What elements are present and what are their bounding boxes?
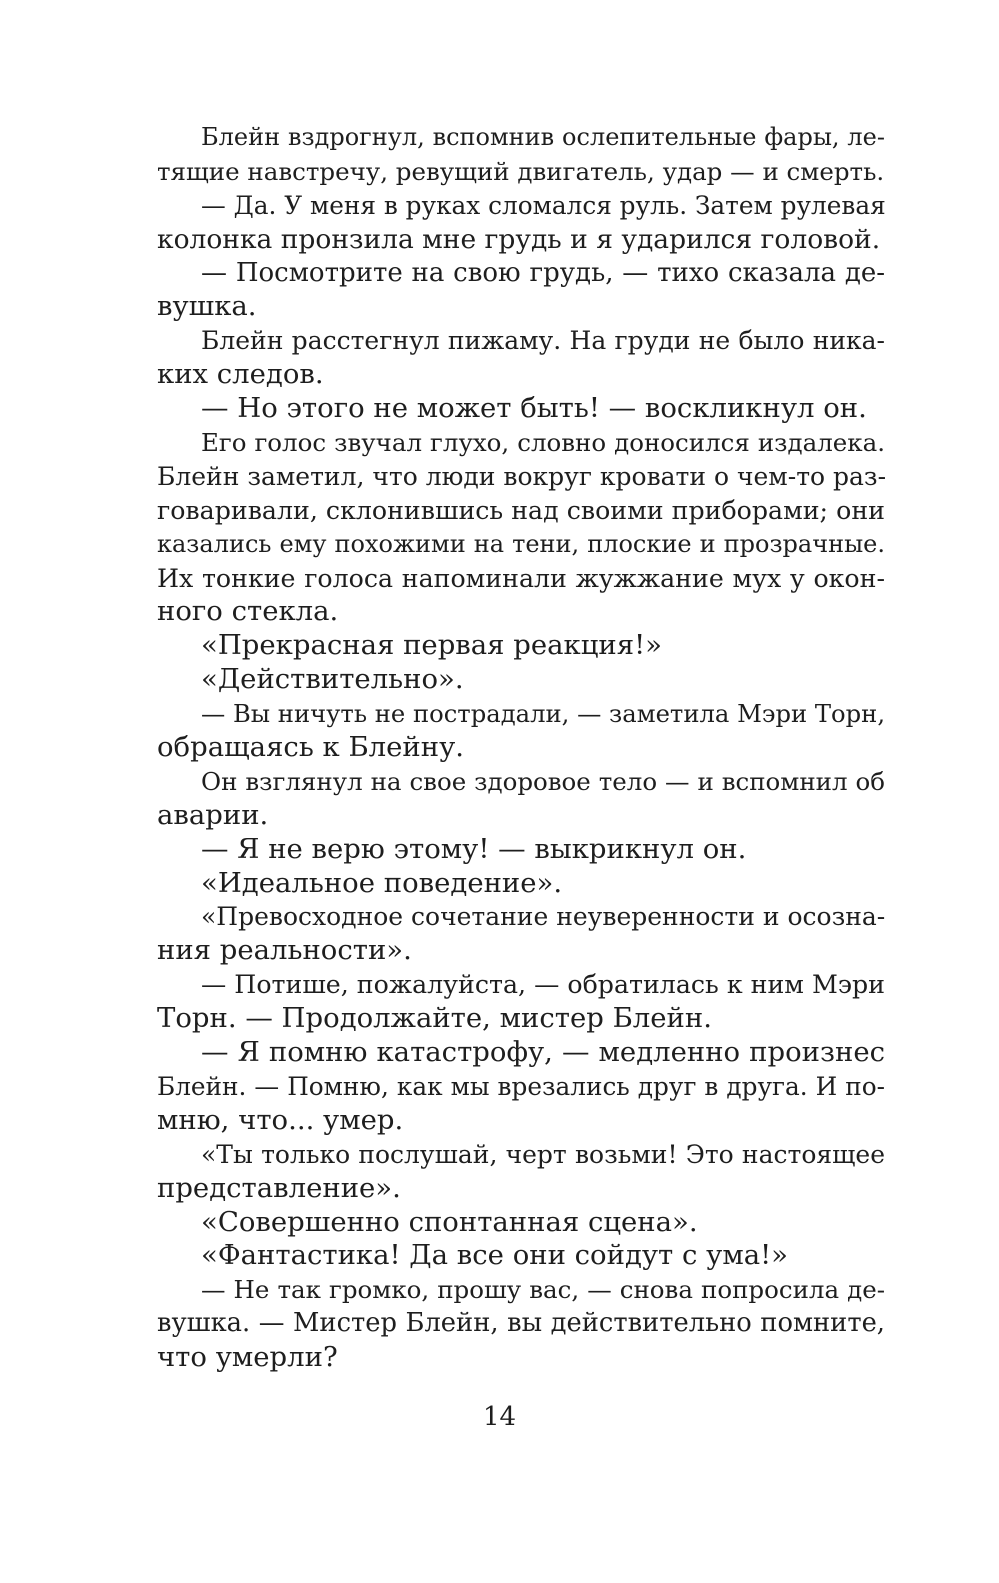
- text-line: обращаясь к Блейну.: [157, 731, 464, 764]
- text-line: «Фантастика! Да все они сойдут с ума!»: [201, 1239, 788, 1272]
- text-line: тящие навстречу, ревущий двигатель, удар — и смерть.: [157, 156, 885, 186]
- text-line: Блейн вздрогнул, вспомнив ослепительные фары, ле-: [201, 123, 885, 151]
- text-line: Его голос звучал глухо, словно доносился издалека.: [201, 428, 885, 458]
- text-line: ния реальности».: [157, 934, 412, 967]
- text-line: Торн. — Продолжайте, мистер Блейн.: [157, 1002, 712, 1035]
- text-line: — Вы ничуть не пострадали, — заметила Мэри Торн,: [201, 699, 886, 729]
- text-line: «Превосходное сочетание неуверенности и осозна-: [201, 902, 886, 932]
- text-line: ного стекла.: [157, 595, 339, 628]
- text-line: представление».: [157, 1171, 401, 1204]
- text-line: Блейн расстегнул пижаму. На груди не было ника-: [201, 326, 885, 356]
- text-line: — Потише, пожалуйста, — обратилась к ним Мэри: [201, 970, 885, 1000]
- text-line: «Действительно».: [201, 663, 464, 696]
- text-line: — Но этого не может быть! — воскликнул он.: [201, 392, 867, 425]
- text-line: «Прекрасная первая реакция!»: [201, 629, 662, 662]
- text-line: «Ты только послушай, черт возьми! Это настоящее: [201, 1139, 885, 1169]
- text-line: казались ему похожими на тени, плоские и прозрачные.: [157, 529, 885, 558]
- text-line: вушка.: [157, 290, 257, 323]
- text-line: — Не так громко, прошу вас, — снова попросила де-: [201, 1275, 885, 1305]
- text-line: аварии.: [157, 798, 269, 831]
- text-line: — Я помню катастрофу, — медленно произнес: [201, 1036, 885, 1069]
- text-line: Блейн заметил, что люди вокруг кровати о чем-то раз-: [157, 461, 887, 491]
- body-text: [157, 121, 885, 1375]
- text-line: ких следов.: [157, 358, 324, 391]
- text-line: — Посмотрите на свою грудь, — тихо сказала де-: [201, 257, 885, 288]
- text-line: «Идеальное поведение».: [201, 866, 563, 899]
- text-line: колонка пронзила мне грудь и я ударился головой.: [157, 223, 881, 255]
- text-line: Их тонкие голоса напоминали жужжание мух у окон-: [157, 563, 885, 593]
- text-line: Блейн. — Помню, как мы врезались друг в друга. И по-: [157, 1071, 885, 1101]
- page-number: 14: [482, 1402, 517, 1432]
- text-line: — Я не верю этому! — выкрикнул он.: [201, 832, 747, 865]
- text-line: что умерли?: [157, 1341, 338, 1374]
- text-line: Он взглянул на свое здоровое тело — и вспомнил об: [201, 766, 885, 796]
- text-line: — Да. У меня в руках сломался руль. Затем рулевая: [201, 190, 886, 220]
- text-line: мню, что... умер.: [157, 1103, 404, 1136]
- text-line: говаривали, склонившись над своими приборами; они: [157, 495, 885, 525]
- text-line: вушка. — Мистер Блейн, вы действительно помните,: [157, 1308, 885, 1339]
- text-line: «Совершенно спонтанная сцена».: [201, 1205, 698, 1238]
